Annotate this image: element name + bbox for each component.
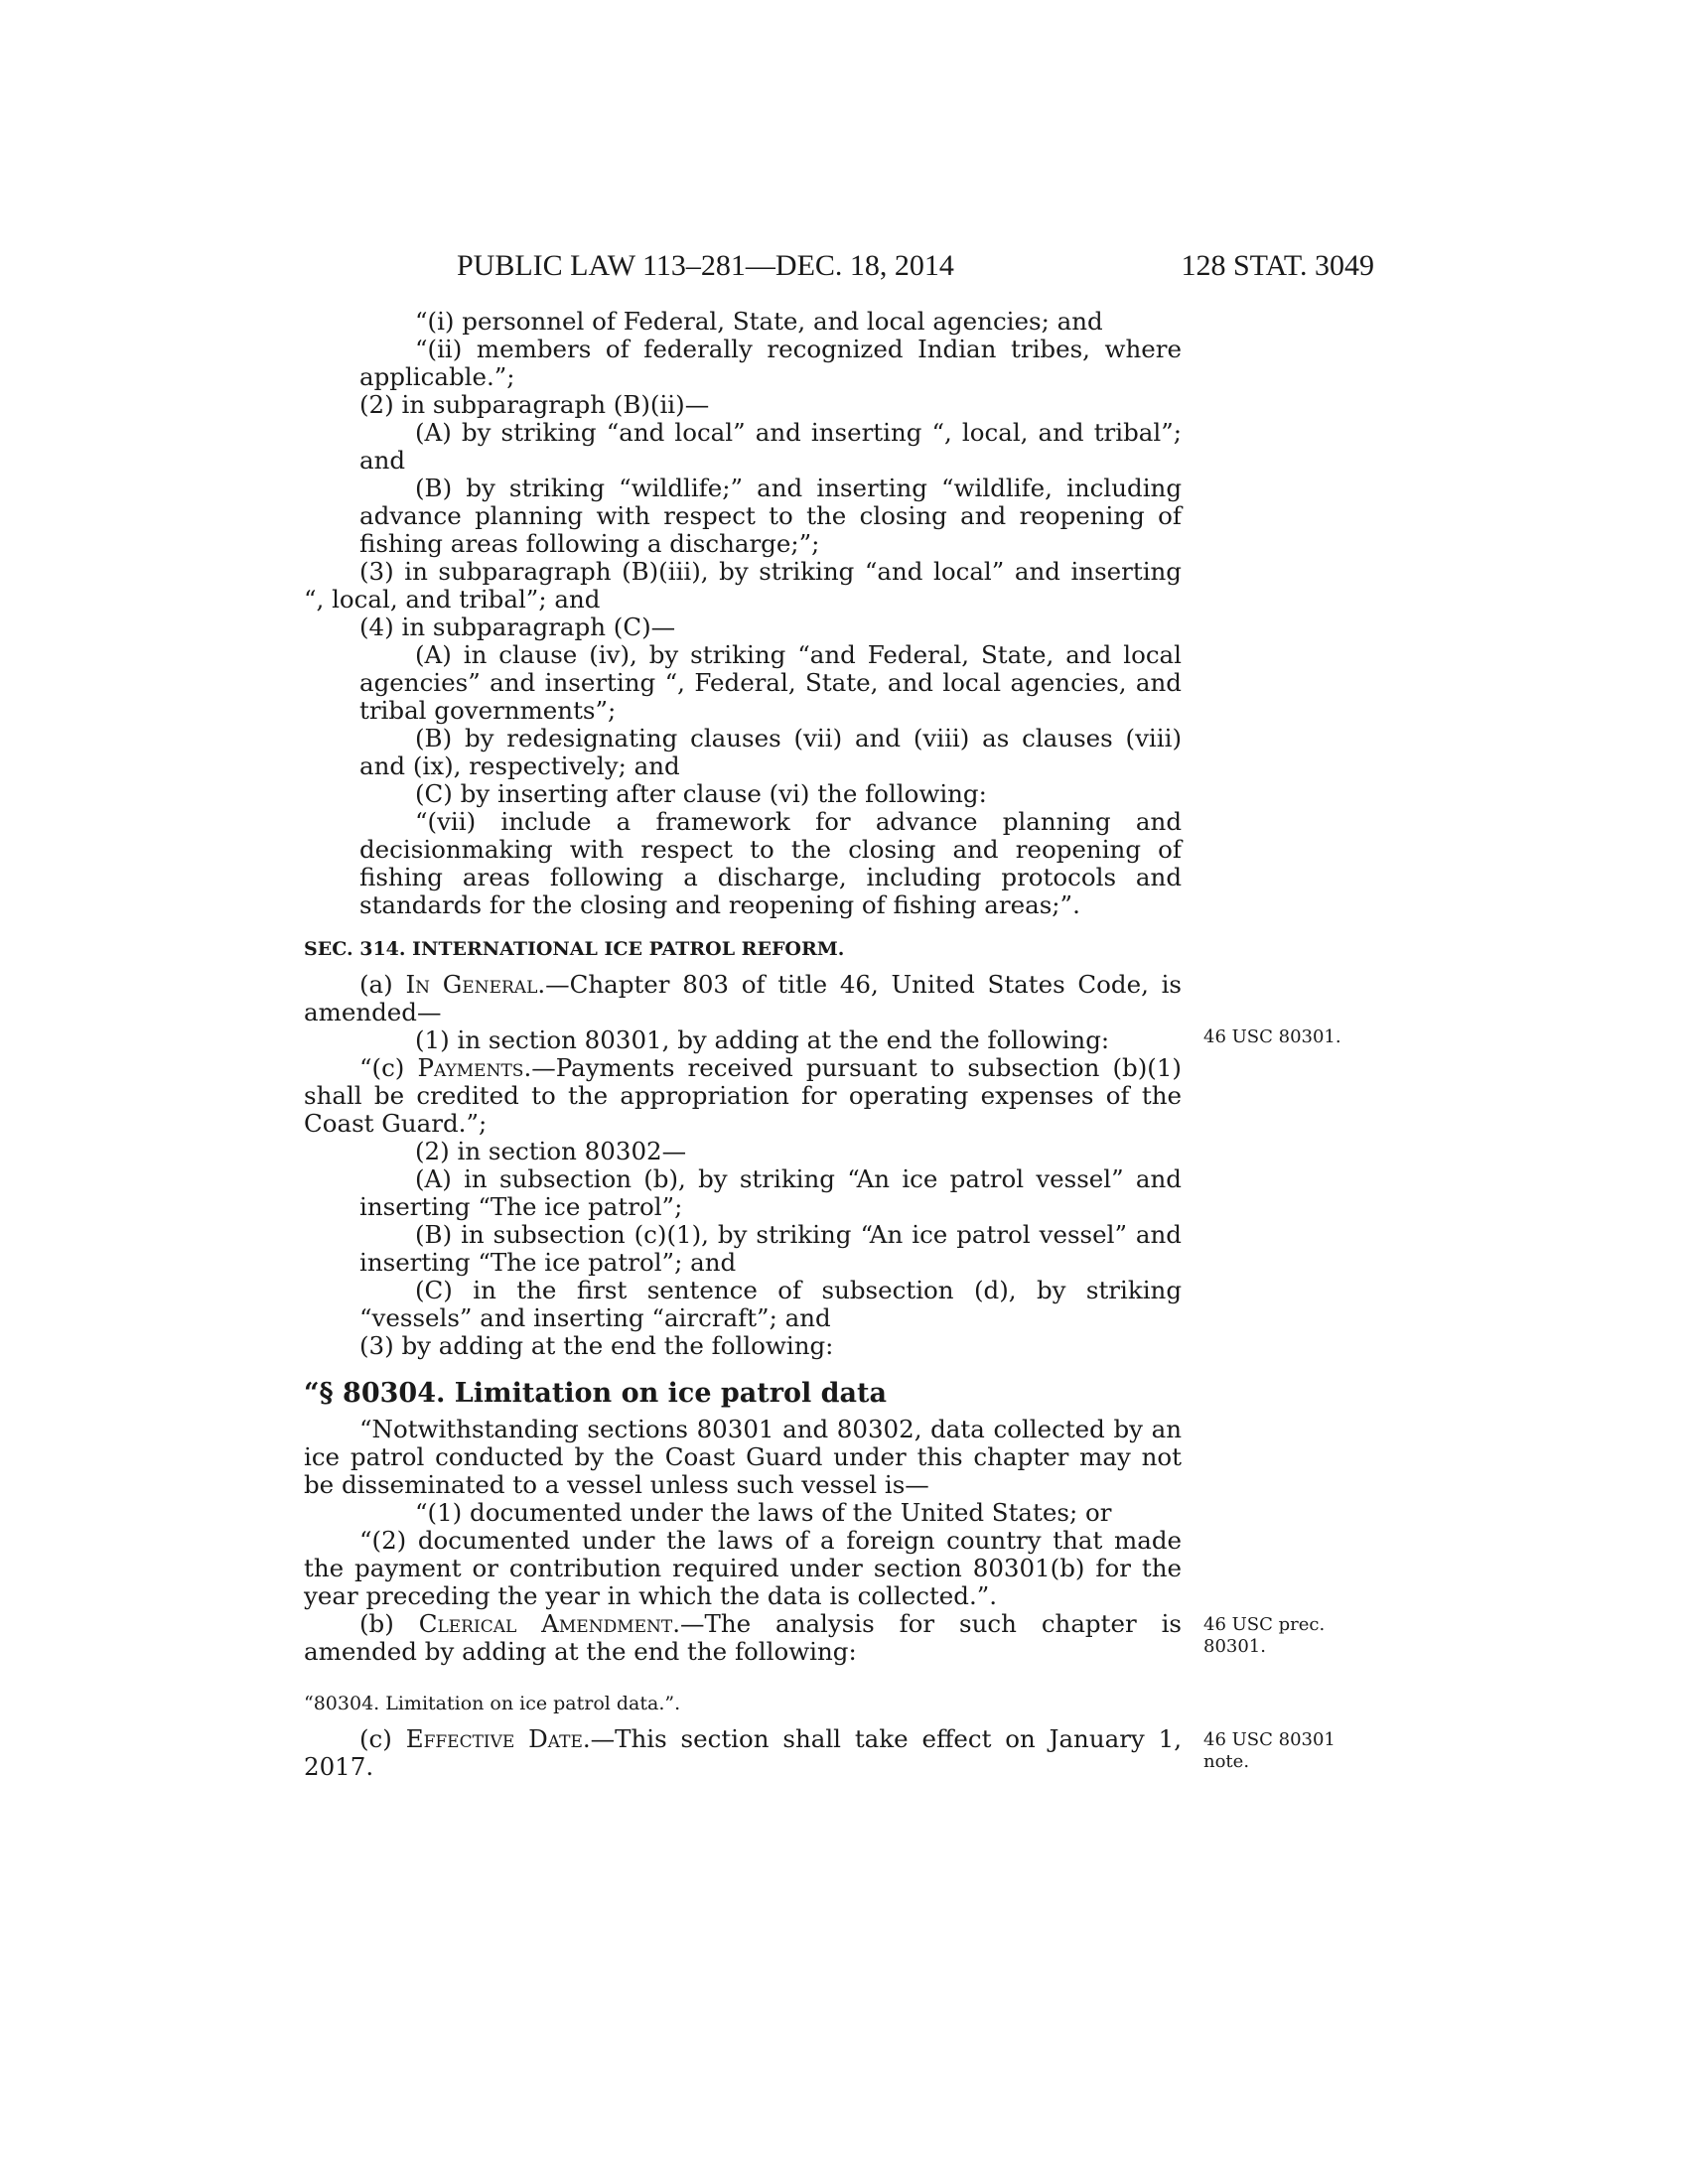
subsection-cc-prefix: (c) — [359, 1724, 392, 1753]
subsection-a-label: In General — [405, 970, 538, 999]
header-public-law: PUBLIC LAW 113–281—DEC. 18, 2014 — [457, 249, 954, 282]
paragraph-item-2b: (B) by striking “wildlife;” and inserting “wildlife, including advance planning with respect to the closing and reopening of fishing areas following a discharge;”; — [359, 474, 1182, 558]
paragraph-documented-us: “(1) documented under the laws of the United States; or — [415, 1498, 1112, 1527]
paragraph-item-4c: (C) by inserting after clause (vi) the following: — [415, 779, 987, 808]
subsection-b-label: Clerical Amendment — [418, 1609, 673, 1638]
margin-note-80301-note: 46 USC 80301 note. — [1203, 1729, 1336, 1772]
section-314-heading: SEC. 314. INTERNATIONAL ICE PATROL REFORM. — [304, 938, 845, 960]
paragraph-item-4a: (A) in clause (iv), by striking “and Federal, State, and local agencies” and inserting “, Federal, State, and local agencies, and tribal governments”; — [359, 640, 1182, 725]
paragraph-item-2a: (A) by striking “and local” and inserting “, local, and tribal”; and — [359, 418, 1182, 475]
subsection-a-text: .—Chapter 803 of title 46, United States Code, is amended— — [304, 970, 1182, 1026]
header-stat-page: 128 STAT. 3049 — [1181, 249, 1374, 282]
paragraph-item-3: (3) in subparagraph (B)(iii), by striking “and local” and inserting “, local, and tribal”; and — [304, 557, 1182, 614]
paragraph-section-80302: (2) in section 80302— — [415, 1137, 687, 1165]
paragraph-item-4: (4) in subparagraph (C)— — [359, 613, 676, 641]
subsection-b-text: .—The analysis for such chapter is amended by adding at the end the following: — [304, 1609, 1182, 1666]
subsection-b-clerical — [304, 1610, 1182, 1666]
subsection-c-effective-date — [304, 1725, 1182, 1781]
paragraph-item-3-adding: (3) by adding at the end the following: — [359, 1331, 834, 1360]
paragraph-80302-c: (C) in the first sentence of subsection (d), by striking “vessels” and inserting “aircraft”; and — [359, 1276, 1182, 1332]
paragraph-80302-b: (B) in subsection (c)(1), by striking “An ice patrol vessel” and inserting “The ice patrol”; and — [359, 1220, 1182, 1277]
subsection-c-label: Payments — [417, 1053, 524, 1082]
subsection-a: (a) In General.—Chapter 803 of title 46, United States Code, is amended— — [304, 970, 1182, 1026]
subsection-c-payments — [304, 1054, 1182, 1138]
paragraph-notwithstanding: “Notwithstanding sections 80301 and 80302, data collected by an ice patrol conducted by the Coast Guard under this chapter may not be disseminated to a vessel unless such vessel is— — [304, 1415, 1182, 1499]
subsection-b-prefix: (b) — [359, 1609, 394, 1638]
paragraph-clause-ii: “(ii) members of federally recognized Indian tribes, where applicable.”; — [359, 335, 1182, 391]
document-body — [304, 307, 1341, 1781]
paragraph-item-4b: (B) by redesignating clauses (vii) and (viii) as clauses (viii) and (ix), respectively; and — [359, 724, 1182, 780]
note-row-3 — [304, 1724, 1336, 1781]
paragraph-documented-foreign: “(2) documented under the laws of a foreign country that made the payment or contribution required under section 80301(b) for the year preceding the year in which the data is collected.”. — [304, 1526, 1182, 1610]
clerical-line-80304: “80304. Limitation on ice patrol data.”. — [304, 1693, 681, 1714]
note-row-2 — [304, 1609, 1326, 1666]
margin-note-prec-80301: 46 USC prec. 80301. — [1203, 1614, 1326, 1657]
paragraph-section-80301: (1) in section 80301, by adding at the end the following: — [415, 1025, 1110, 1054]
section-80304-title: “§ 80304. Limitation on ice patrol data — [304, 1378, 887, 1409]
paragraph-item-2: (2) in subparagraph (B)(ii)— — [359, 390, 710, 419]
subsection-c-prefix: “(c) — [359, 1053, 405, 1082]
subsection-cc-label: Effective Date — [405, 1724, 583, 1753]
paragraph-clause-i: “(i) personnel of Federal, State, and local agencies; and — [415, 307, 1103, 336]
margin-note-80301: 46 USC 80301. — [1203, 1026, 1341, 1047]
subsection-cc-text: .—This section shall take effect on January 1, 2017. — [304, 1724, 1182, 1781]
subsection-c-text: .—Payments received pursuant to subsection (b)(1) shall be credited to the appropriation for operating expenses of the Coast Guard.”; — [304, 1053, 1182, 1138]
paragraph-80302-a: (A) in subsection (b), by striking “An ice patrol vessel” and inserting “The ice patrol”; — [359, 1164, 1182, 1221]
running-header — [457, 246, 1374, 286]
note-row-1 — [304, 1025, 1341, 1054]
paragraph-clause-vii: “(vii) include a framework for advance planning and decisionmaking with respect to the closing and reopening of fishing areas following a discharge, including protocols and standards for the closing and reopening of fishing areas;”. — [359, 807, 1182, 919]
